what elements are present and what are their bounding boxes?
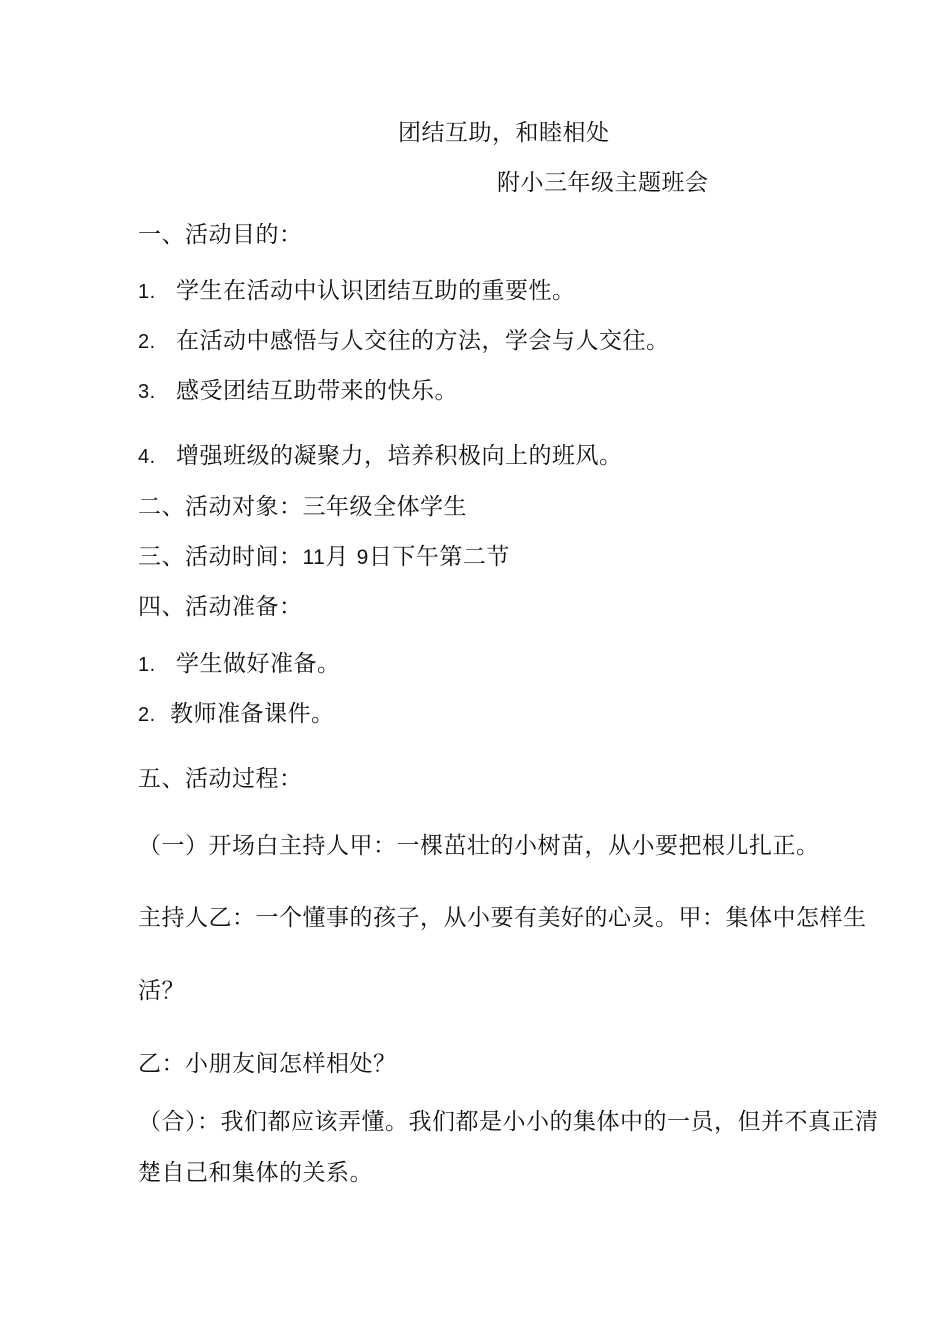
- list-item-text: 教师准备课件。: [170, 701, 335, 727]
- list-number: 4.: [138, 446, 156, 468]
- list-number: 1.: [138, 654, 156, 676]
- purpose-item: [138, 326, 670, 357]
- preparation-item: [138, 699, 335, 730]
- document-title: 团结互助，和睦相处: [398, 120, 610, 146]
- process-paragraph-host-b: 主持人乙：一个懂事的孩子，从小要有美好的心灵。甲：集体中怎样生活？: [138, 905, 867, 1004]
- list-item-text: 增强班级的凝聚力，培养积极向上的班风。: [176, 443, 623, 469]
- list-item-text: 学生在活动中认识团结互助的重要性。: [176, 278, 576, 304]
- section-heading-process: 五、活动过程：: [138, 766, 303, 792]
- section-heading-preparation: 四、活动准备：: [138, 594, 303, 620]
- purpose-item: [138, 276, 576, 307]
- list-item-text: 学生做好准备。: [176, 651, 341, 677]
- section-target: 二、活动对象：三年级全体学生: [138, 494, 467, 520]
- process-paragraph-opening: （一）开场白主持人甲：一棵茁壮的小树苗，从小要把根儿扎正。: [138, 833, 820, 859]
- process-paragraph-question: 乙：小朋友间怎样相处？: [138, 1051, 397, 1077]
- time-prefix: 三、活动时间：: [138, 544, 303, 570]
- time-suffix: 日下午第二节: [368, 544, 510, 570]
- list-item-text: 在活动中感悟与人交往的方法，学会与人交往。: [176, 328, 670, 354]
- section-time: [138, 542, 510, 573]
- list-number: 2.: [138, 331, 156, 353]
- list-number: 2.: [138, 704, 156, 726]
- section-heading-purpose: 一、活动目的：: [138, 222, 303, 248]
- time-month-char: 月: [325, 544, 349, 570]
- preparation-item: [138, 649, 341, 680]
- list-number: 1.: [138, 281, 156, 303]
- time-day: 9: [356, 546, 369, 569]
- time-month: 11: [302, 546, 326, 569]
- list-number: 3.: [138, 381, 156, 403]
- process-paragraph-together: （合）：我们都应该弄懂。我们都是小小的集体中的一员，但并不真正清楚自己和集体的关系。: [138, 1109, 879, 1186]
- document-subtitle: 附小三年级主题班会: [497, 170, 709, 196]
- list-item-text: 感受团结互助带来的快乐。: [176, 378, 458, 404]
- purpose-item: [138, 441, 623, 472]
- purpose-item: [138, 376, 458, 407]
